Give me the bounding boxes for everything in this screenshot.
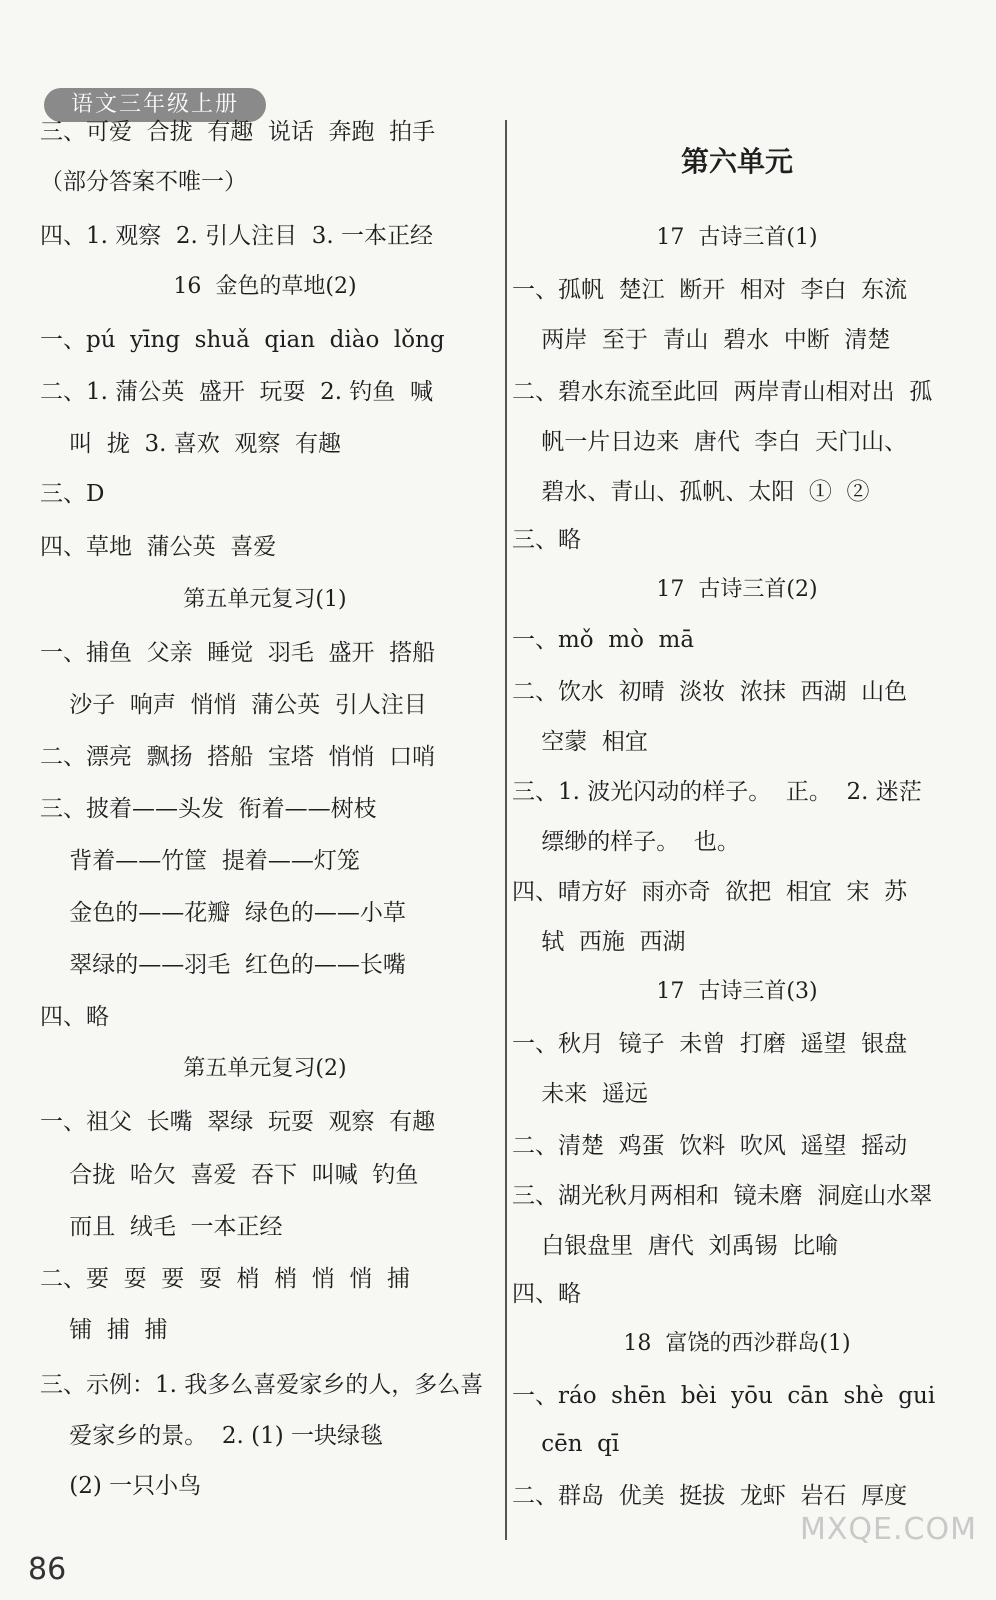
answer-line: 三、示例：1. 我多么喜爱家乡的人，多么喜: [40, 1372, 484, 1398]
answer-line: 空蒙 相宜: [512, 729, 648, 755]
answer-line: 四、略: [512, 1281, 581, 1307]
answer-line: 一、mǒ mò mā: [512, 627, 695, 653]
answer-line: 三、披着——头发 衔着——树枝: [40, 796, 377, 822]
answer-line: 四、1. 观察 2. 引人注目 3. 一本正经: [40, 223, 434, 249]
section-heading: 17 古诗三首(2): [656, 577, 818, 602]
site-watermark: MXQE.COM: [800, 1512, 977, 1547]
answer-line: 一、捕鱼 父亲 睡觉 羽毛 盛开 搭船: [40, 640, 436, 666]
answer-line: 合拢 哈欠 喜爱 吞下 叫喊 钓鱼: [40, 1162, 419, 1188]
answer-line: 二、1. 蒲公英 盛开 玩耍 2. 钓鱼 喊: [40, 379, 433, 405]
answer-line: 二、要 耍 要 耍 梢 梢 悄 悄 捕: [40, 1266, 410, 1292]
section-heading: 第五单元复习(2): [183, 1056, 347, 1081]
answer-line: 四、晴方好 雨亦奇 欲把 相宜 宋 苏: [512, 879, 908, 905]
answer-line: 轼 西施 西湖: [512, 929, 686, 955]
answer-line: 三、1. 波光闪动的样子。 正。 2. 迷茫: [512, 779, 922, 805]
answer-line: 背着——竹筐 提着——灯笼: [40, 848, 360, 874]
answer-line: 一、秋月 镜子 未曾 打磨 遥望 银盘: [512, 1031, 908, 1057]
answer-line: 一、孤帆 楚江 断开 相对 李白 东流: [512, 277, 908, 303]
section-heading: 第五单元复习(1): [183, 587, 347, 612]
answer-line: 四、草地 蒲公英 喜爱: [40, 534, 277, 560]
answer-line: 未来 遥远: [512, 1081, 648, 1107]
section-heading: 18 富饶的西沙群岛(1): [623, 1331, 851, 1356]
answer-line: 四、略: [40, 1004, 109, 1030]
answer-line: 爱家乡的景。 2. (1) 一块绿毯: [40, 1423, 384, 1449]
answer-line: 缥缈的样子。 也。: [512, 829, 740, 855]
section-heading: 16 金色的草地(2): [173, 274, 357, 299]
answer-line: 一、祖父 长嘴 翠绿 玩耍 观察 有趣: [40, 1109, 436, 1135]
answer-line: 金色的——花瓣 绿色的——小草: [40, 900, 406, 926]
answer-line: 一、pú yīng shuǎ qian diào lǒng: [40, 327, 445, 353]
answer-line: 二、碧水东流至此回 两岸青山相对出 孤: [512, 379, 933, 405]
answer-line: 叫 拢 3. 喜欢 观察 有趣: [40, 431, 341, 457]
answer-line: 碧水、青山、孤帆、太阳 ① ②: [512, 479, 870, 505]
section-heading: 17 古诗三首(3): [656, 979, 818, 1004]
answer-line: 三、略: [512, 527, 581, 553]
answer-line: （部分答案不唯一）: [40, 169, 247, 195]
book-label-badge: 语文三年级上册: [44, 88, 266, 122]
answer-line: 帆一片日边来 唐代 李白 天门山、: [512, 429, 908, 455]
answer-line: 二、饮水 初晴 淡妆 浓抹 西湖 山色: [512, 679, 908, 705]
answer-line: 三、湖光秋月两相和 镜未磨 洞庭山水翠: [512, 1183, 933, 1209]
answer-line: 翠绿的——羽毛 红色的——长嘴: [40, 952, 406, 978]
answer-line: 沙子 响声 悄悄 蒲公英 引人注目: [40, 692, 427, 718]
page-number: 86: [28, 1552, 67, 1587]
answer-line: 三、D: [40, 481, 105, 507]
answer-line: 二、漂亮 飘扬 搭船 宝塔 悄悄 口哨: [40, 744, 436, 770]
answer-line: 白银盘里 唐代 刘禹锡 比喻: [512, 1233, 839, 1259]
answer-line: 一、ráo shēn bèi yōu cān shè gui: [512, 1383, 936, 1409]
answer-line: 二、清楚 鸡蛋 饮料 吹风 遥望 摇动: [512, 1133, 908, 1159]
answer-line: (2) 一只小鸟: [40, 1473, 202, 1499]
column-divider: [505, 120, 507, 1540]
answer-line: 二、群岛 优美 挺拔 龙虾 岩石 厚度: [512, 1483, 908, 1509]
unit-title: 第六单元: [680, 145, 793, 178]
answer-line: 铺 捕 捕: [40, 1317, 168, 1343]
answer-line: 两岸 至于 青山 碧水 中断 清楚: [512, 327, 891, 353]
section-heading: 17 古诗三首(1): [656, 225, 818, 250]
answer-line: 三、可爱 合拢 有趣 说话 奔跑 拍手: [40, 119, 436, 145]
answer-line: cēn qī: [512, 1431, 620, 1457]
answer-line: 而且 绒毛 一本正经: [40, 1214, 283, 1240]
